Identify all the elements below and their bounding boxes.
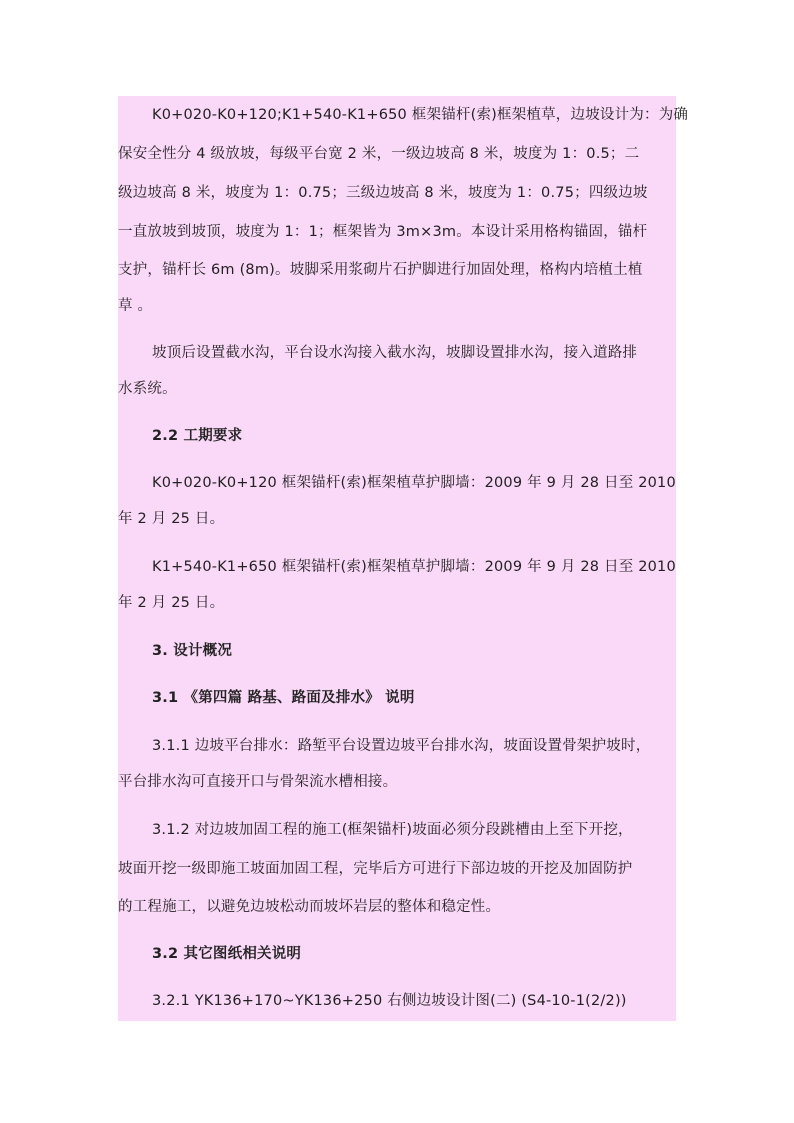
- paragraph-line: 一直放坡到坡顶，坡度为 1：1；框架皆为 3m×3m。本设计采用格构锚固，锚杆: [118, 224, 648, 240]
- paragraph-line: 级边坡高 8 米，坡度为 1：0.75；三级边坡高 8 米，坡度为 1：0.75；四级边坡: [118, 185, 648, 201]
- paragraph-line: 的工程施工，以避免边坡松动而坡坏岩层的整体和稳定性。: [118, 899, 501, 915]
- paragraph-line: K0+020-K0+120;K1+540-K1+650 框架锚杆(索)框架植草，边坡设计为：为确: [152, 107, 689, 123]
- paragraph-line: 平台排水沟可直接开口与骨架流水槽相接。: [118, 774, 398, 790]
- section-heading: 3.2 其它图纸相关说明: [152, 946, 302, 962]
- paragraph-line: 草 。: [118, 298, 153, 314]
- paragraph-line: 3.1.1 边坡平台排水：路堑平台设置边坡平台排水沟，坡面设置骨架护坡时，: [152, 738, 651, 754]
- paragraph-line: 坡顶后设置截水沟，平台设水沟接入截水沟，坡脚设置排水沟，接入道路排: [152, 345, 638, 361]
- paragraph-line: 3.2.1 YK136+170~YK136+250 右侧边坡设计图(二) (S4-10-1(2/2)): [152, 993, 627, 1009]
- paragraph-line: 水系统。: [118, 381, 177, 397]
- section-heading: 2.2 工期要求: [152, 428, 243, 444]
- section-heading: 3. 设计概况: [152, 643, 233, 659]
- paragraph-line: K1+540-K1+650 框架锚杆(索)框架植草护脚墙：2009 年 9 月 28 日至 2010: [152, 559, 676, 575]
- paragraph-line: 支护，锚杆长 6m (8m)。坡脚采用浆砌片石护脚进行加固处理，格构内培植土植: [118, 262, 643, 278]
- section-heading: 3.1 《第四篇 路基、路面及排水》 说明: [152, 690, 415, 706]
- paragraph-line: 3.1.2 对边坡加固工程的施工(框架锚杆)坡面必须分段跳槽由上至下开挖，: [152, 822, 633, 838]
- paragraph-line: 年 2 月 25 日。: [118, 511, 225, 527]
- paragraph-line: K0+020-K0+120 框架锚杆(索)框架植草护脚墙：2009 年 9 月 28 日至 2010: [152, 475, 676, 491]
- paragraph-line: 年 2 月 25 日。: [118, 595, 225, 611]
- paragraph-line: 保安全性分 4 级放坡，每级平台宽 2 米，一级边坡高 8 米，坡度为 1：0.5；二: [118, 146, 640, 162]
- paragraph-line: 坡面开挖一级即施工坡面加固工程，完毕后方可进行下部边坡的开挖及加固防护: [118, 861, 633, 877]
